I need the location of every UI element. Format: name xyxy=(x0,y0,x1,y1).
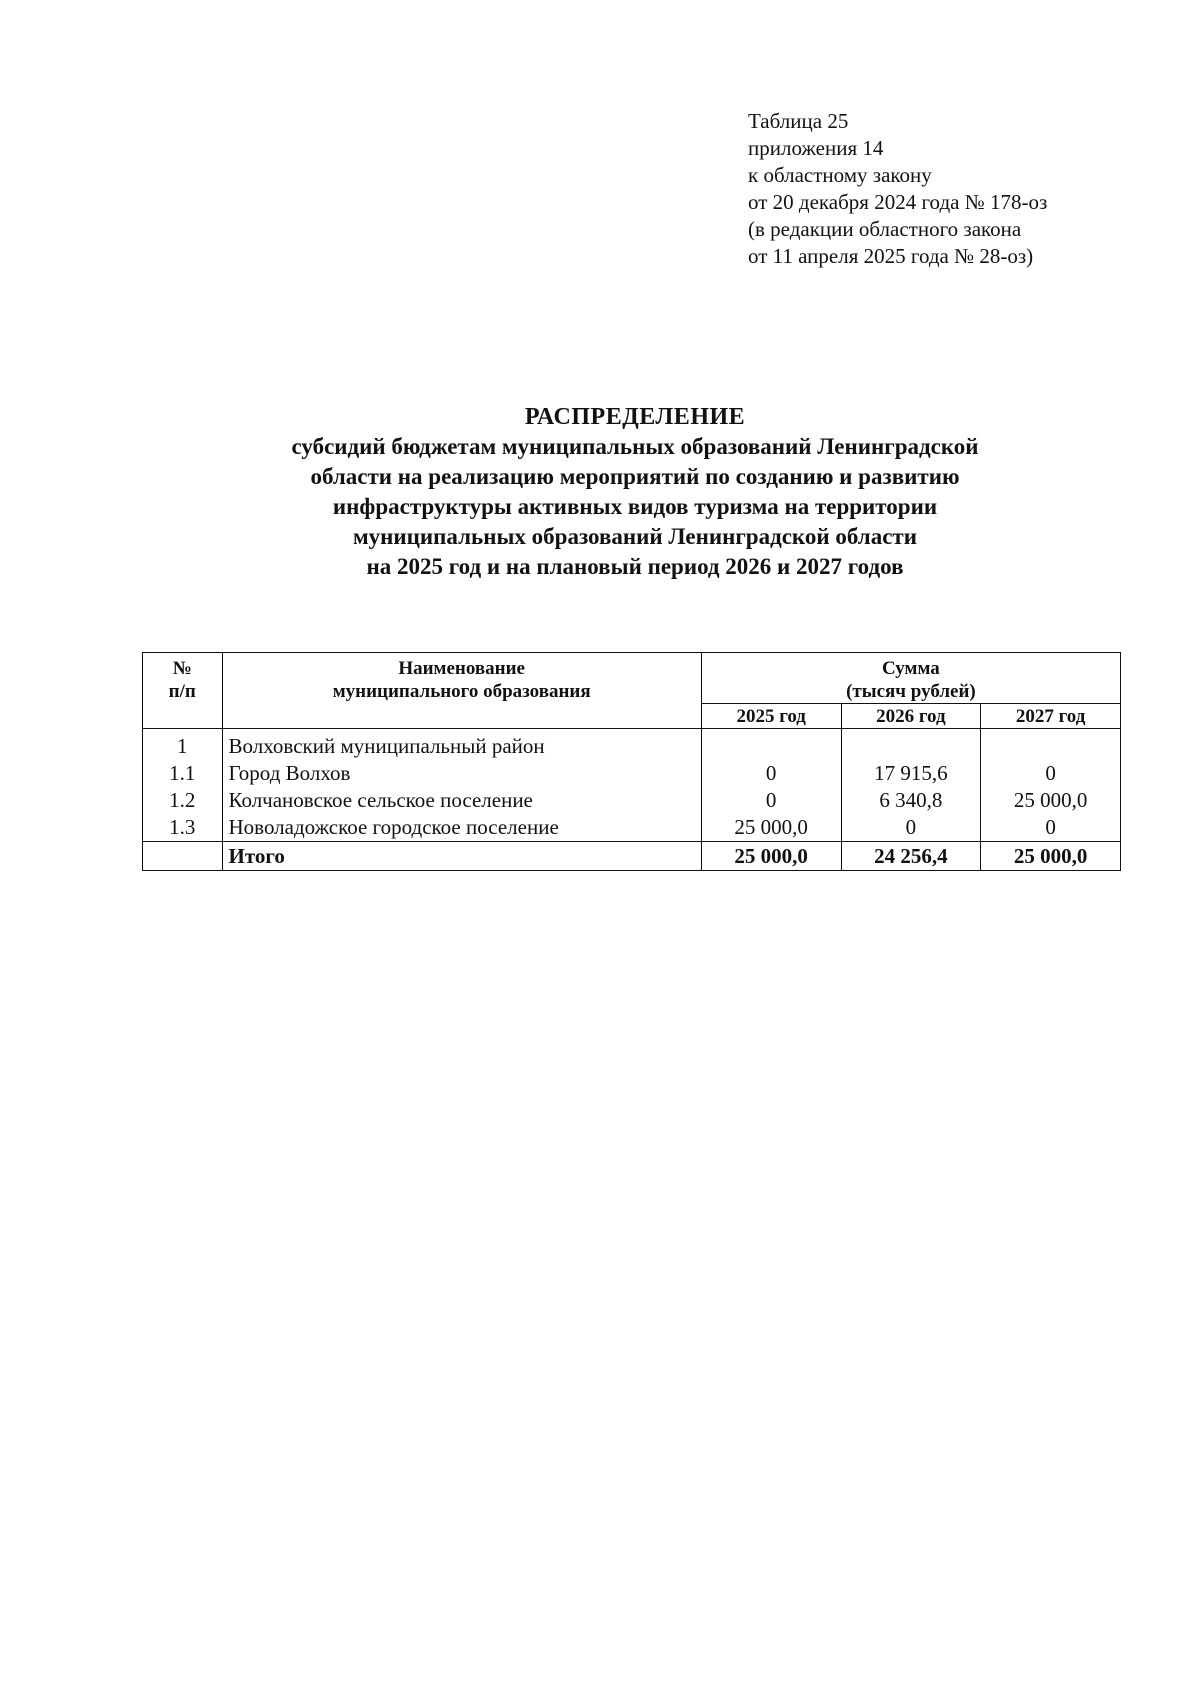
row-name: Колчановское сельское поселение xyxy=(222,787,701,814)
row-num: 1.3 xyxy=(143,814,223,842)
row-value-2025 xyxy=(701,729,841,761)
table-row xyxy=(143,814,1121,842)
title-line-1: субсидий бюджетам муниципальных образований Ленинградской xyxy=(291,434,979,459)
table-total-row xyxy=(143,842,1121,871)
header-name xyxy=(222,653,701,729)
row-value-2025: 25 000,0 xyxy=(701,814,841,842)
row-name: Город Волхов xyxy=(222,760,701,787)
header-line-revision-date: от 11 апреля 2025 года № 28-оз) xyxy=(748,244,1034,268)
header-line-law: к областному закону xyxy=(748,163,932,187)
row-value-2027 xyxy=(981,729,1121,761)
header-num-line1: № xyxy=(172,658,192,679)
document-header xyxy=(748,108,1047,270)
header-line-appendix: приложения 14 xyxy=(748,136,884,160)
row-value-2027: 0 xyxy=(981,760,1121,787)
table-row xyxy=(143,760,1121,787)
total-value-2027: 25 000,0 xyxy=(981,842,1121,871)
total-value-2026: 24 256,4 xyxy=(841,842,981,871)
header-line-revision: (в редакции областного закона xyxy=(748,217,1022,241)
header-sum-line2: (тысяч рублей) xyxy=(846,681,976,702)
header-name-line2: муниципального образования xyxy=(332,681,591,702)
row-value-2026: 0 xyxy=(841,814,981,842)
header-num-line2: п/п xyxy=(168,681,196,702)
header-year-2026: 2026 год xyxy=(841,704,981,729)
header-year-2027: 2027 год xyxy=(981,704,1121,729)
table-row xyxy=(143,787,1121,814)
row-name: Новоладожское городское поселение xyxy=(222,814,701,842)
title-line-4: муниципальных образований Ленинградской области xyxy=(353,524,917,549)
row-value-2026: 17 915,6 xyxy=(841,760,981,787)
header-sum xyxy=(701,653,1120,704)
row-value-2025: 0 xyxy=(701,787,841,814)
header-line-law-date: от 20 декабря 2024 года № 178-оз xyxy=(748,190,1048,214)
header-sum-line1: Сумма xyxy=(882,658,940,679)
title-line-5: на 2025 год и на плановый период 2026 и 2027 годов xyxy=(366,554,904,579)
table-header-row xyxy=(143,653,1121,704)
row-value-2026 xyxy=(841,729,981,761)
distribution-table xyxy=(142,652,1121,871)
row-num: 1.2 xyxy=(143,787,223,814)
title-line-2: области на реализацию мероприятий по созданию и развитию xyxy=(310,464,960,489)
row-num: 1.1 xyxy=(143,760,223,787)
title-line-3: инфраструктуры активных видов туризма на территории xyxy=(332,494,938,519)
total-num xyxy=(143,842,223,871)
row-value-2025: 0 xyxy=(701,760,841,787)
header-year-2025: 2025 год xyxy=(701,704,841,729)
row-num: 1 xyxy=(143,729,223,761)
row-value-2026: 6 340,8 xyxy=(841,787,981,814)
total-value-2025: 25 000,0 xyxy=(701,842,841,871)
header-num xyxy=(143,653,223,729)
title-main: РАСПРЕДЕЛЕНИЕ xyxy=(524,404,746,430)
header-name-line1: Наименование xyxy=(398,658,525,679)
table-row xyxy=(143,729,1121,761)
header-line-table-number: Таблица 25 xyxy=(748,109,849,133)
document-title xyxy=(150,402,1120,582)
row-value-2027: 25 000,0 xyxy=(981,787,1121,814)
total-label: Итого xyxy=(222,842,701,871)
row-value-2027: 0 xyxy=(981,814,1121,842)
row-name: Волховский муниципальный район xyxy=(222,729,701,761)
